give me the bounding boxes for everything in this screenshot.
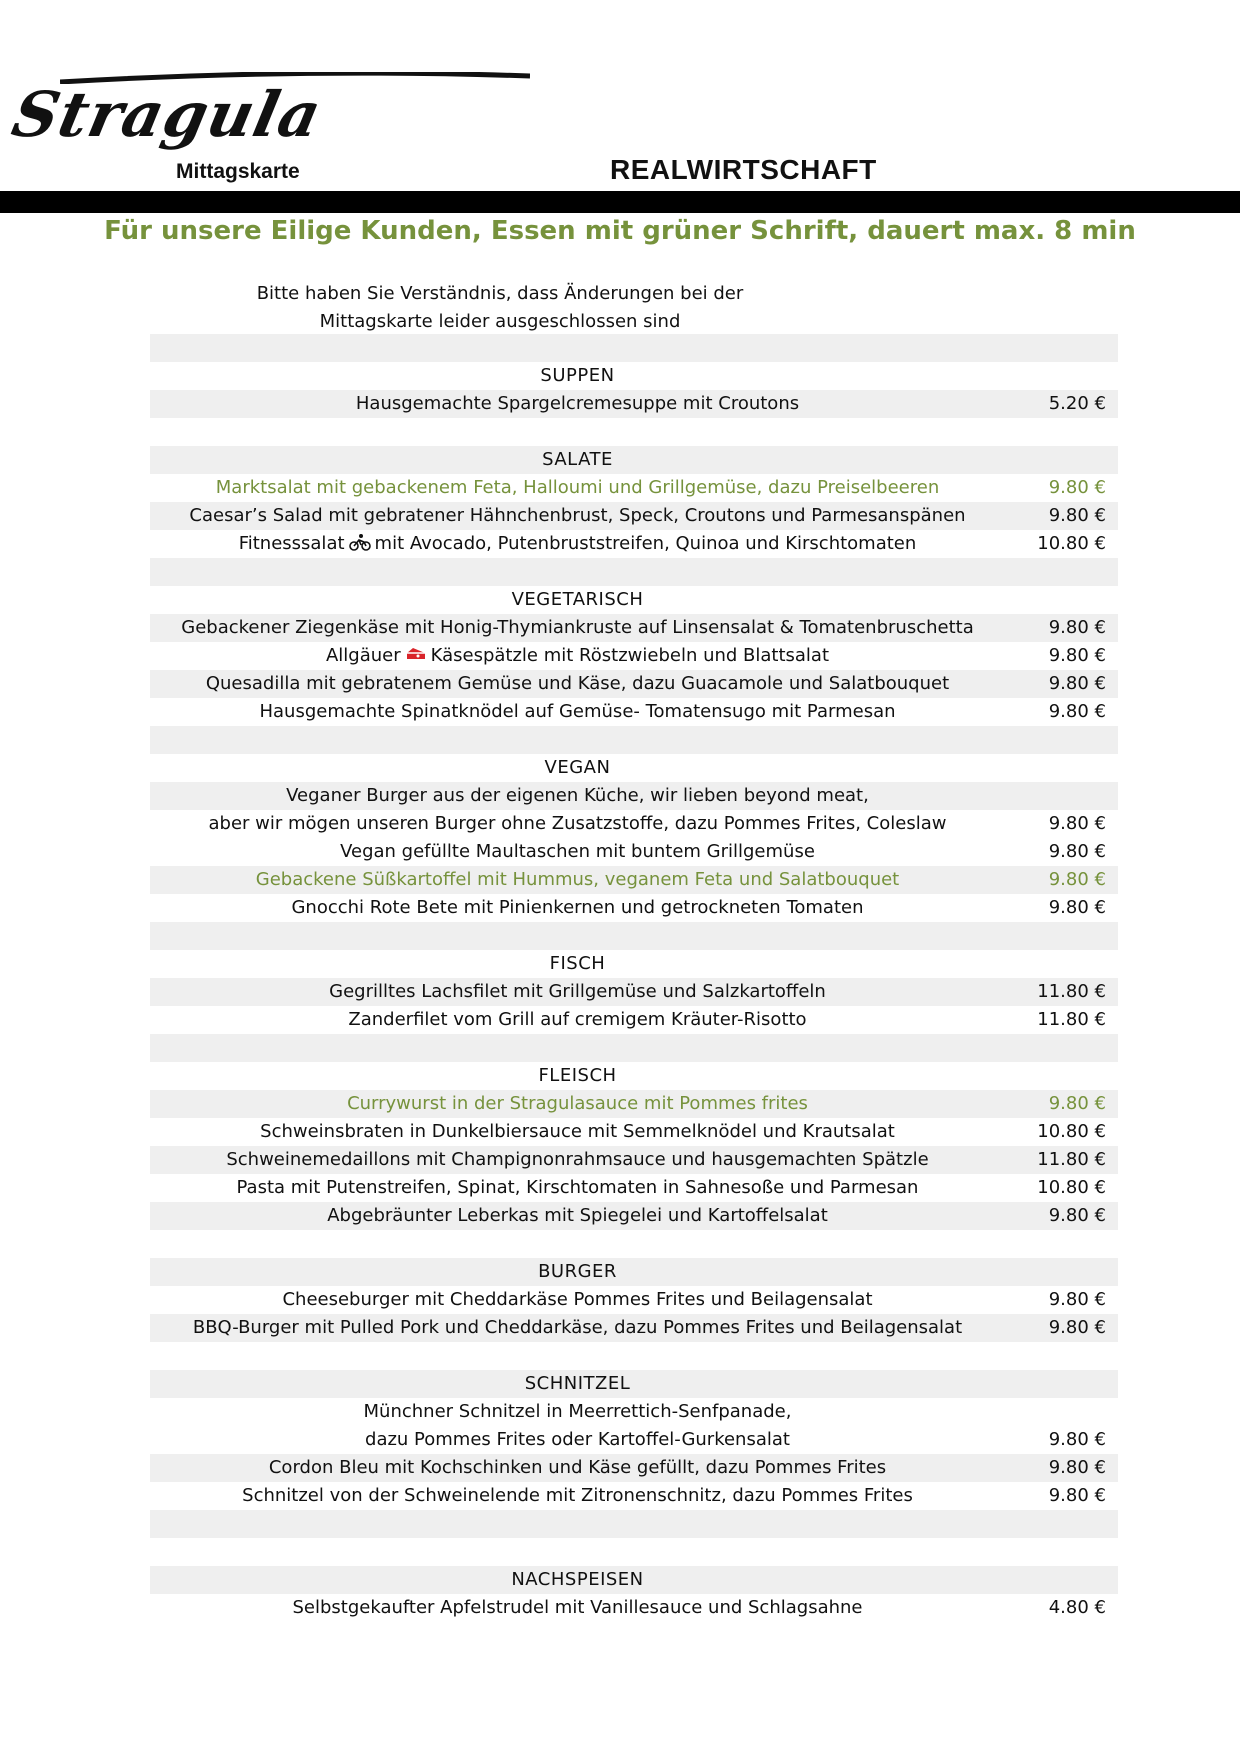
price: 5.20 €: [1048, 393, 1106, 414]
price: 9.80 €: [1048, 1289, 1106, 1310]
price: 9.80 €: [1048, 505, 1106, 526]
menu-item: Gegrilltes Lachsfilet mit Grillgemüse und Salzkartoffeln 11.80 €: [150, 978, 1118, 1006]
header-bar: [0, 191, 1240, 213]
quick-meal-note: Für unsere Eilige Kunden, Essen mit grüner Schrift, dauert max. 8 min: [104, 216, 1136, 246]
spacer-row: [150, 1538, 1118, 1566]
price: 11.80 €: [1037, 981, 1106, 1002]
menu-item: Selbstgekaufter Apfelstrudel mit Vanillesauce und Schlagsahne 4.80 €: [150, 1594, 1118, 1622]
spacer-row: [150, 726, 1118, 754]
spacer-row: [150, 1230, 1118, 1258]
menu-item: Gebackene Süßkartoffel mit Hummus, veganem Feta und Salatbouquet 9.80 €: [150, 866, 1118, 894]
menu-item: Allgäuer Käsespätzle mit Röstzwiebeln und Blattsalat 9.80 €: [150, 642, 1118, 670]
spacer-row: [150, 418, 1118, 446]
menu-item: Marktsalat mit gebackenem Feta, Halloumi und Grillgemüse, dazu Preiselbeeren 9.80 €: [150, 474, 1118, 502]
price: 11.80 €: [1037, 1009, 1106, 1030]
menu-item: Cordon Bleu mit Kochschinken und Käse gefüllt, dazu Pommes Frites 9.80 €: [150, 1454, 1118, 1482]
logo: Stragula: [6, 78, 329, 151]
section-heading-burger: BURGER: [150, 1258, 1118, 1286]
menu-item: aber wir mögen unseren Burger ohne Zusatzstoffe, dazu Pommes Frites, Coleslaw 9.80 €: [150, 810, 1118, 838]
menu-item: BBQ-Burger mit Pulled Pork und Cheddarkäse, dazu Pommes Frites und Beilagensalat 9.80 €: [150, 1314, 1118, 1342]
menu-item: Pasta mit Putenstreifen, Spinat, Kirschtomaten in Sahnesoße und Parmesan 10.80 €: [150, 1174, 1118, 1202]
section-heading-schnitzel: SCHNITZEL: [150, 1370, 1118, 1398]
price: 9.80 €: [1048, 701, 1106, 722]
section-heading-vegan: VEGAN: [544, 757, 611, 778]
menu-item: Quesadilla mit gebratenem Gemüse und Käse, dazu Guacamole und Salatbouquet 9.80 €: [150, 670, 1118, 698]
price: 9.80 €: [1048, 841, 1106, 862]
menu-item: Gebackener Ziegenkäse mit Honig-Thymiankruste auf Linsensalat & Tomatenbruschetta 9.80 €: [150, 614, 1118, 642]
price: 9.80 €: [1048, 869, 1106, 890]
section-heading-fisch: FISCH: [549, 953, 606, 974]
menu-item: Abgebräunter Leberkas mit Spiegelei und Kartoffelsalat 9.80 €: [150, 1202, 1118, 1230]
price: 9.80 €: [1048, 1205, 1106, 1226]
section-heading-salate: SALATE: [150, 446, 1118, 474]
section-heading-fleisch: FLEISCH: [538, 1065, 617, 1086]
price: 11.80 €: [1037, 1149, 1106, 1170]
spacer-row: [150, 1342, 1118, 1370]
menu-item: Cheeseburger mit Cheddarkäse Pommes Frites und Beilagensalat 9.80 €: [150, 1286, 1118, 1314]
price: 9.80 €: [1048, 645, 1106, 666]
cheese-icon: [405, 645, 427, 663]
price: 10.80 €: [1037, 1177, 1106, 1198]
price: 9.80 €: [1048, 617, 1106, 638]
price: 10.80 €: [1037, 1121, 1106, 1142]
price: 9.80 €: [1048, 897, 1106, 918]
price: 10.80 €: [1037, 533, 1106, 554]
spacer-row: [150, 334, 1118, 362]
menu-item: Hausgemachte Spinatknödel auf Gemüse- Tomatensugo mit Parmesan 9.80 €: [150, 698, 1118, 726]
cyclist-icon: [349, 533, 371, 551]
menu-item: Schnitzel von der Schweinelende mit Zitronenschnitz, dazu Pommes Frites 9.80 €: [150, 1482, 1118, 1510]
price: 4.80 €: [1048, 1597, 1106, 1618]
price: 9.80 €: [1048, 477, 1106, 498]
price: 9.80 €: [1048, 1485, 1106, 1506]
menu-item: Caesar’s Salad mit gebratener Hähnchenbrust, Speck, Croutons und Parmesanspänen 9.80 €: [150, 502, 1118, 530]
section-heading-nachspeisen: NACHSPEISEN: [150, 1566, 1118, 1594]
menu-item: Schweinsbraten in Dunkelbiersauce mit Semmelknödel und Krautsalat 10.80 €: [150, 1118, 1118, 1146]
menu-item: Münchner Schnitzel in Meerrettich-Senfpanade,: [363, 1401, 792, 1422]
notice-line: Bitte haben Sie Verständnis, dass Änderungen bei der: [256, 283, 744, 304]
menu-item: dazu Pommes Frites oder Kartoffel-Gurkensalat 9.80 €: [150, 1426, 1118, 1454]
price: 9.80 €: [1048, 673, 1106, 694]
spacer-row: [150, 922, 1118, 950]
price: 9.80 €: [1048, 1429, 1106, 1450]
realwirtschaft-heading: REALWIRTSCHAFT: [610, 154, 877, 185]
menu-item: Fitnesssalat mit Avocado, Putenbruststreifen, Quinoa und Kirschtomaten 10.80 €: [150, 530, 1118, 558]
spacer-row: [150, 558, 1118, 586]
price: 9.80 €: [1048, 813, 1106, 834]
section-heading-suppen: SUPPEN: [540, 365, 615, 386]
menu-item: Zanderfilet vom Grill auf cremigem Kräuter-Risotto 11.80 €: [150, 1006, 1118, 1034]
menu-item: Hausgemachte Spargelcremesuppe mit Croutons 5.20 €: [150, 390, 1118, 418]
spacer-row: [150, 1510, 1118, 1538]
page-subtitle: Mittagskarte: [176, 160, 300, 183]
price: 9.80 €: [1048, 1317, 1106, 1338]
price: 9.80 €: [1048, 1457, 1106, 1478]
menu-item: Schweinemedaillons mit Champignonrahmsauce und hausgemachten Spätzle 11.80 €: [150, 1146, 1118, 1174]
menu-item: Currywurst in der Stragulasauce mit Pommes frites 9.80 €: [150, 1090, 1118, 1118]
menu-item: Veganer Burger aus der eigenen Küche, wir lieben beyond meat,: [150, 782, 1118, 810]
menu-item: Gnocchi Rote Bete mit Pinienkernen und getrockneten Tomaten 9.80 €: [150, 894, 1118, 922]
section-heading-vegetarisch: VEGETARISCH: [511, 589, 644, 610]
notice-text: [150, 280, 850, 336]
price: 9.80 €: [1048, 1093, 1106, 1114]
menu-item: Vegan gefüllte Maultaschen mit buntem Grillgemüse 9.80 €: [150, 838, 1118, 866]
spacer-row: [150, 1034, 1118, 1062]
notice-line: Mittagskarte leider ausgeschlossen sind: [319, 311, 681, 332]
menu-list: [150, 334, 1118, 1622]
